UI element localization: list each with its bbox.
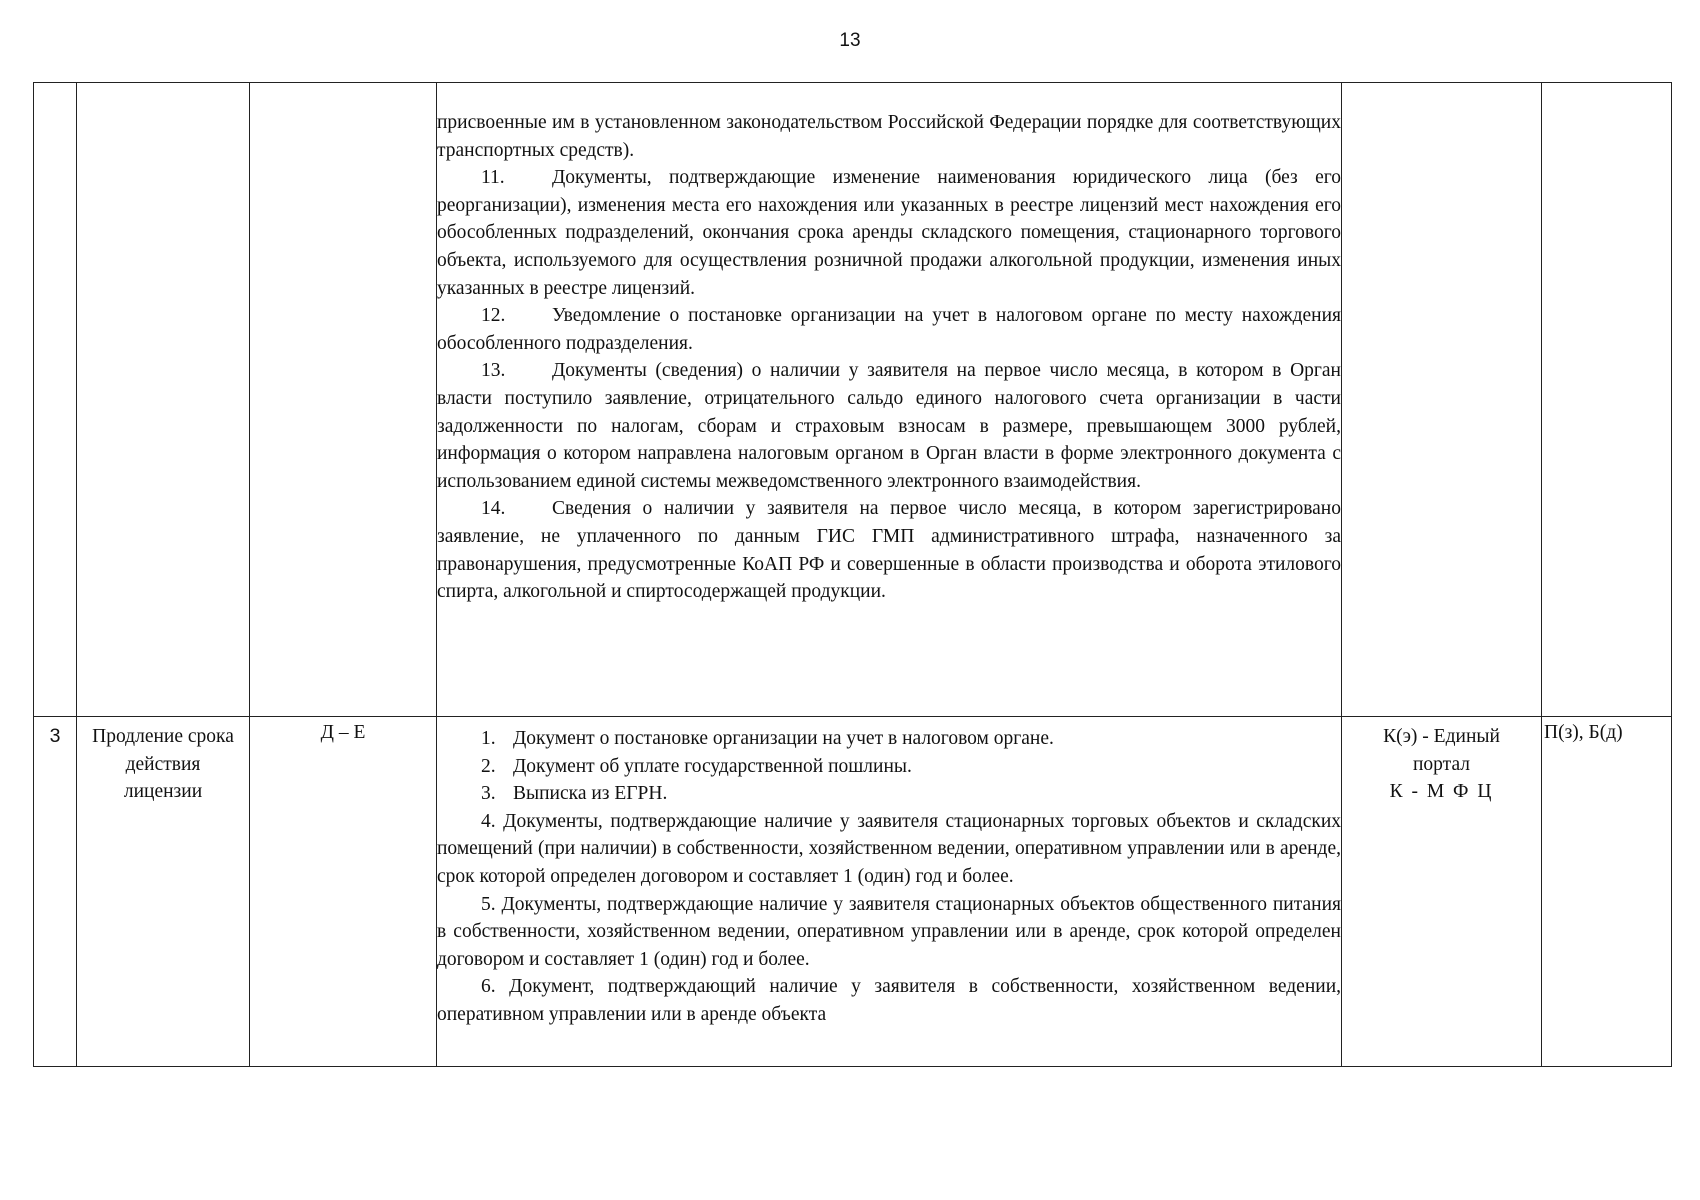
channel-line: К - М Ф Ц <box>1389 781 1494 803</box>
cell-result: П(з), Б(д) <box>1542 717 1672 1067</box>
page-number: 13 <box>839 30 861 51</box>
cell-result-empty <box>1542 83 1672 717</box>
document-item: 5. Документы, подтверждающие наличие у заявителя стационарных объектов общественного питания в собственности, хозяйственном ведении, оперативном управлении или в аренде, срок которой определен договором и составляет 1 (один) год и более. <box>437 893 1342 970</box>
cell-documents <box>437 717 1342 1067</box>
cell-name-empty <box>77 83 250 717</box>
document-paragraph: присвоенные им в установленном законодательством Российской Федерации порядке для соответствующих транспортных средств). <box>437 112 1341 161</box>
cell-service-name <box>77 717 250 1067</box>
channel-line: К(э) - Единый <box>1383 726 1500 747</box>
cell-channel-empty <box>1342 83 1542 717</box>
document-item: 6. Документ, подтверждающий наличие у заявителя в собственности, хозяйственном ведении, оперативном управлении или в аренде объекта <box>437 976 1341 1025</box>
document-item: 2. Документ об уплате государственной пошлины. <box>481 755 912 777</box>
services-table <box>33 82 1672 1067</box>
document-paragraph: 13. Документы (сведения) о наличии у заявителя на первое число месяца, в котором в Орган власти поступило заявление, отрицательного сальдо единого налогового счета организации в части задолженности по налогам, сборам и страховым взносам в размере, превышающем 3000 рублей, информация о котором направлена налоговым органом в Орган власти в форме электронного документа с использованием единой системы межведомственного электронного взаимодействия. <box>437 360 1341 492</box>
cell-documents-continued <box>437 83 1342 717</box>
service-name-line: лицензии <box>123 781 203 803</box>
document-item: 4. Документы, подтверждающие наличие у заявителя стационарных торговых объектов и складских помещений (при наличии) в собственности, хозяйственном ведении, оперативном управлении или в аренде, срок которой определен договором и составляет 1 (один) год и более. <box>437 810 1342 887</box>
cell-row-number: 3 <box>34 717 77 1067</box>
cell-term-empty <box>250 83 437 717</box>
document-paragraph: 12. Уведомление о постановке организации на учет в налоговом органе по месту нахождения обособленного подразделения. <box>437 305 1341 354</box>
cell-number-empty <box>34 83 77 717</box>
service-name-line: действия <box>125 753 201 775</box>
cell-term: Д – Е <box>250 717 437 1067</box>
table-row-3 <box>34 717 1672 1067</box>
document-item: 1. Документ о постановке организации на учет в налоговом органе. <box>481 728 1054 749</box>
document-paragraph: 14. Сведения о наличии у заявителя на первое число месяца, в котором зарегистрировано заявление, не уплаченного по данным ГИС ГМП административного штрафа, назначенного за правонарушения, предусмотренные КоАП РФ и совершенные в области производства и оборота этилового спирта, алкогольной и спиртосодержащей продукции. <box>437 498 1341 603</box>
channel-line: портал <box>1413 753 1470 775</box>
table-row-continued <box>34 83 1672 717</box>
cell-channel <box>1342 717 1542 1067</box>
service-name-line: Продление срока <box>92 726 234 747</box>
document-paragraph: 11. Документы, подтверждающие изменение наименования юридического лица (без его реорганизации), изменения места его нахождения или указанных в реестре лицензий мест нахождения его обособленных подразделений, окончания срока аренды складского помещения, стационарного торгового объекта, используемого для осуществления розничной продажи алкогольной продукции, изменения иных указанных в реестре лицензий. <box>437 167 1341 299</box>
document-item: 3. Выписка из ЕГРН. <box>481 783 668 805</box>
